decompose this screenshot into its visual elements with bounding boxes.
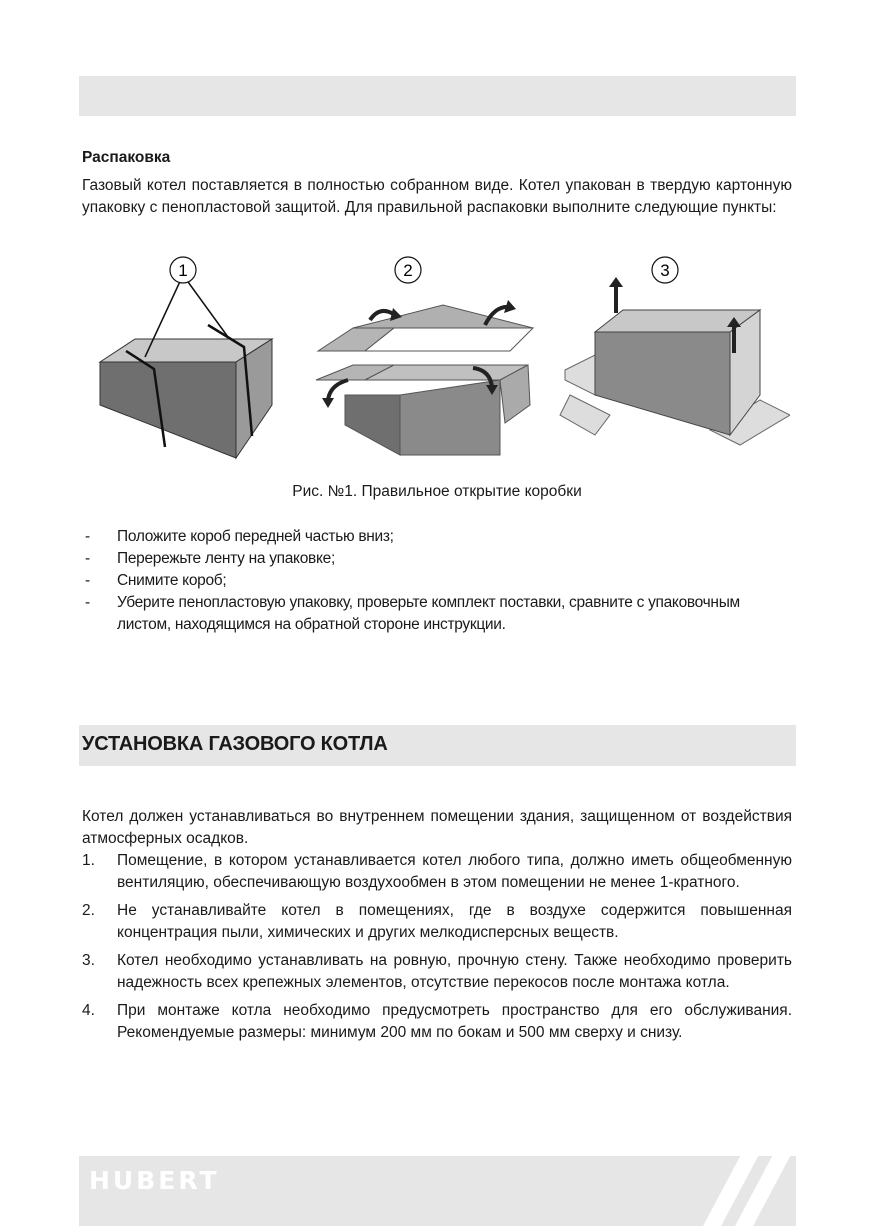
lift-box-illustration [560,257,790,445]
open-box-illustration [316,257,533,455]
list-item: - Уберите пенопластовую упаковку, проверьте комплект поставки, сравните с упаковочным листом, находящимся на обратной стороне инструкции. [85,594,740,633]
figure-label-3: 3 [660,261,670,280]
dash-bullet: - [85,594,90,611]
installation-section-title: УСТАНОВКА ГАЗОВОГО КОТЛА [79,725,796,766]
top-header-band [79,76,796,116]
list-item: - Снимите короб; [82,570,792,592]
page-footer [79,1156,796,1226]
list-item: 2. Не устанавливайте котел в помещениях, где в воздухе содержится повышенная концентрация пыли, химических и других мелкодисперсных веществ. [82,902,792,941]
installation-intro: Котел должен устанавливаться во внутреннем помещении здания, защищенном от воздействия атмосферных осадков. [82,808,792,847]
dash-bullet: - [85,550,90,567]
list-item: 4. При монтаже котла необходимо предусмотреть пространство для его обслуживания. Рекомендуемые размеры: минимум 200 мм по бокам и 500 мм сверху и снизу. [82,1002,792,1041]
figure-caption: Рис. №1. Правильное открытие коробки [292,483,582,500]
figure-label-2: 2 [403,261,413,280]
list-item: 3. Котел необходимо устанавливать на ровную, прочную стену. Также необходимо проверить надежность всех крепежных элементов, отсутствие перекосов после монтажа котла. [82,952,792,991]
unpacking-steps-list [82,526,792,636]
brand-logo: HUBERT [89,1166,220,1195]
unpacking-heading: Распаковка [82,149,171,166]
list-item: 1. Помещение, в котором устанавливается котел любого типа, должно иметь общеобменную вентиляцию, обеспечивающую воздухообмен в этом помещении не менее 1-кратного. [82,852,792,891]
figure-label-1: 1 [178,261,188,280]
unpacking-figure [90,255,790,475]
dash-bullet: - [85,528,90,545]
dash-bullet: - [85,572,90,589]
list-item: - Положите короб передней частью вниз; [82,526,792,548]
unpacking-intro: Газовый котел поставляется в полностью собранном виде. Котел упакован в твердую картонную упаковку с пенопластовой защитой. Для правильной распаковки выполните следующие пункты: [82,177,792,216]
taped-box-illustration [100,257,272,458]
installation-steps-list [82,850,792,1050]
list-item: - Перережьте ленту на упаковке; [82,548,792,570]
